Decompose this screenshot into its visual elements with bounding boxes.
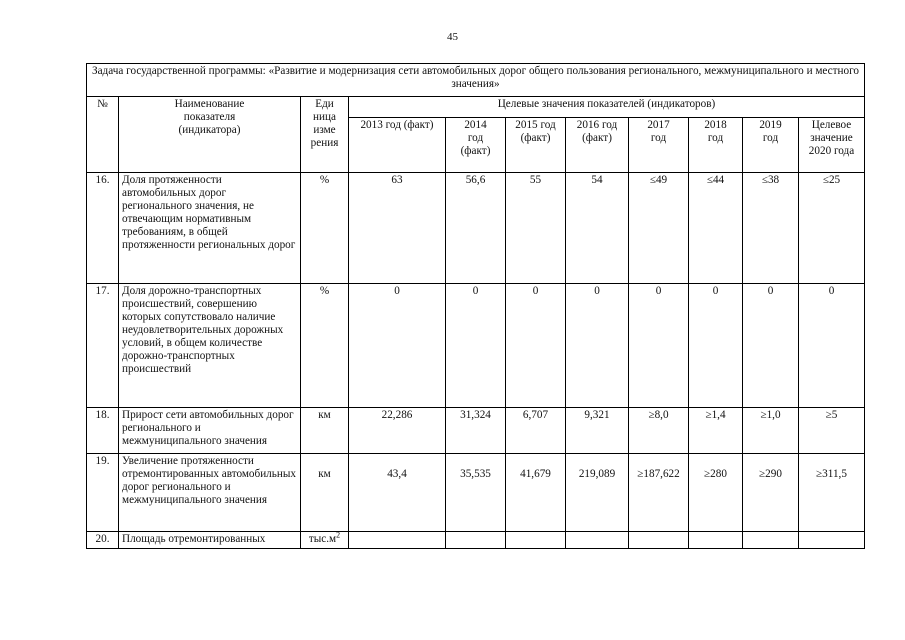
unit-superscript: 2 xyxy=(336,530,341,540)
indicator-name: Доля протяженности автомобильных дорог регионального значения, не отвечающим нормативным требованиям, в общей протяженности региональных дорог xyxy=(119,173,301,284)
value-2020: ≥5 xyxy=(799,408,865,454)
header-target-values: Целевые значения показателей (индикаторов) xyxy=(349,97,865,118)
value-2020: ≥311,5 xyxy=(799,454,865,532)
value-2020: 0 xyxy=(799,284,865,408)
value-2017: ≤49 xyxy=(629,173,689,284)
indicator-unit: км xyxy=(301,454,349,532)
value-2015: 41,679 xyxy=(506,454,566,532)
indicator-unit: % xyxy=(301,284,349,408)
value-2013: 43,4 xyxy=(349,454,446,532)
value-2019: ≥1,0 xyxy=(743,408,799,454)
header-year-2013: 2013 год (факт) xyxy=(349,118,446,173)
value-2016: 0 xyxy=(566,284,629,408)
header-year-2014: 2014 год (факт) xyxy=(446,118,506,173)
value-2014: 56,6 xyxy=(446,173,506,284)
header-year-2018: 2018 год xyxy=(689,118,743,173)
table-row xyxy=(87,532,865,549)
indicator-name: Доля дорожно-транспортных происшествий, совершению которых сопутствовало наличие неудовлетворительных дорожных условий, в общем количестве дорожно-транспортных происшествий xyxy=(119,284,301,408)
value-2018: ≥280 xyxy=(689,454,743,532)
value-2016: 9,321 xyxy=(566,408,629,454)
value-2018: ≤44 xyxy=(689,173,743,284)
indicators-table xyxy=(86,63,865,549)
value-2013: 63 xyxy=(349,173,446,284)
table-row xyxy=(87,408,865,454)
header-year-2015: 2015 год (факт) xyxy=(506,118,566,173)
indicator-unit: % xyxy=(301,173,349,284)
value-2018 xyxy=(689,532,743,549)
value-2014 xyxy=(446,532,506,549)
row-number: 19. xyxy=(87,454,119,532)
value-2015 xyxy=(506,532,566,549)
indicator-unit xyxy=(301,532,349,549)
header-year-2019: 2019 год xyxy=(743,118,799,173)
row-number: 17. xyxy=(87,284,119,408)
table-row xyxy=(87,284,865,408)
row-number: 16. xyxy=(87,173,119,284)
value-2019: 0 xyxy=(743,284,799,408)
value-2014: 31,324 xyxy=(446,408,506,454)
value-2017 xyxy=(629,532,689,549)
header-year-2017: 2017 год xyxy=(629,118,689,173)
value-2013 xyxy=(349,532,446,549)
value-2016 xyxy=(566,532,629,549)
table-row xyxy=(87,454,865,532)
table-row xyxy=(87,173,865,284)
value-2014: 0 xyxy=(446,284,506,408)
page-number: 45 xyxy=(447,31,458,43)
value-2016: 54 xyxy=(566,173,629,284)
value-2018: ≥1,4 xyxy=(689,408,743,454)
value-2019 xyxy=(743,532,799,549)
header-num: № xyxy=(87,97,119,173)
value-2015: 6,707 xyxy=(506,408,566,454)
indicator-name: Площадь отремонтированных xyxy=(119,532,301,549)
indicator-name: Увеличение протяженности отремонтированных автомобильных дорог регионального и межмуниципального значения xyxy=(119,454,301,532)
value-2019: ≥290 xyxy=(743,454,799,532)
value-2015: 0 xyxy=(506,284,566,408)
row-number: 18. xyxy=(87,408,119,454)
value-2013: 0 xyxy=(349,284,446,408)
program-task-caption: Задача государственной программы: «Развитие и модернизация сети автомобильных дорог общего пользования регионального, межмуниципального и местного значения» xyxy=(87,64,865,97)
header-indicator-name: Наименование показателя (индикатора) xyxy=(119,97,301,173)
header-unit: Еди ница изме рения xyxy=(301,97,349,173)
header-year-2016: 2016 год (факт) xyxy=(566,118,629,173)
value-2018: 0 xyxy=(689,284,743,408)
value-2017: ≥8,0 xyxy=(629,408,689,454)
value-2016: 219,089 xyxy=(566,454,629,532)
value-2019: ≤38 xyxy=(743,173,799,284)
value-2015: 55 xyxy=(506,173,566,284)
indicator-unit: км xyxy=(301,408,349,454)
value-2013: 22,286 xyxy=(349,408,446,454)
value-2014: 35,535 xyxy=(446,454,506,532)
value-2020: ≤25 xyxy=(799,173,865,284)
value-2017: 0 xyxy=(629,284,689,408)
value-2017: ≥187,622 xyxy=(629,454,689,532)
header-target-2020: Целевое значение 2020 года xyxy=(799,118,865,173)
indicator-name: Прирост сети автомобильных дорог регионального и межмуниципального значения xyxy=(119,408,301,454)
unit-text: тыс.м xyxy=(308,533,337,545)
row-number: 20. xyxy=(87,532,119,549)
value-2020 xyxy=(799,532,865,549)
